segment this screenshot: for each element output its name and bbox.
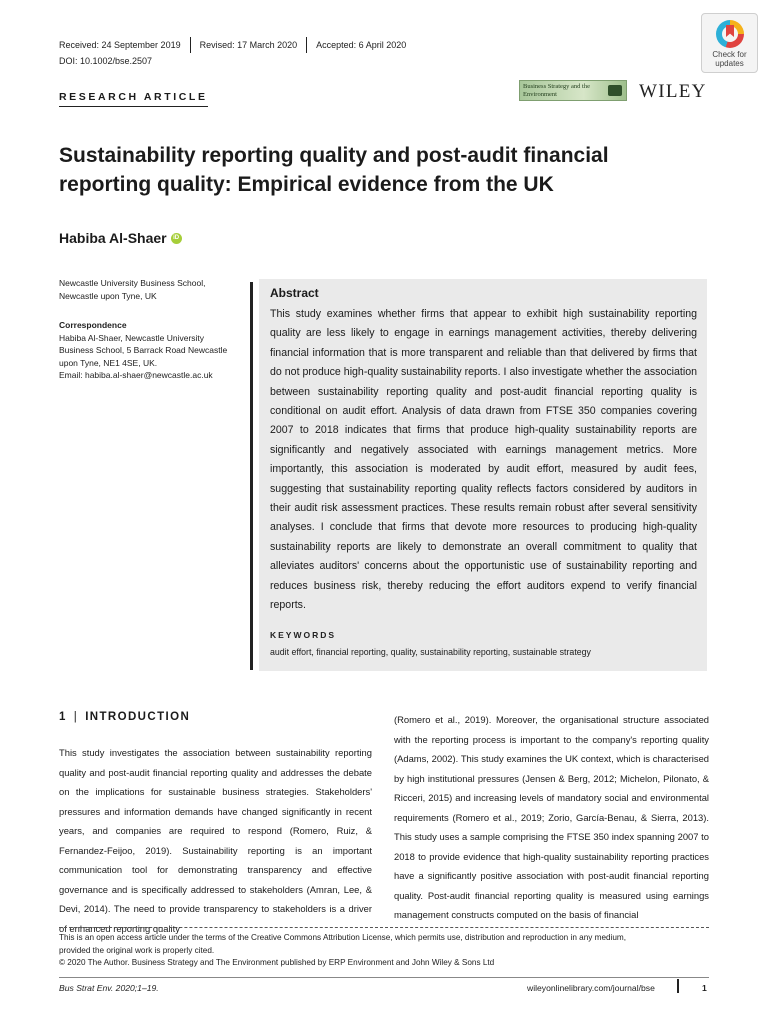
correspondence-line: upon Tyne, NE1 4SE, UK. bbox=[59, 357, 158, 368]
revised-date: Revised: 17 March 2020 bbox=[191, 37, 308, 53]
footnote-divider bbox=[59, 927, 709, 928]
keywords-heading: KEYWORDS bbox=[270, 629, 337, 640]
abstract-heading: Abstract bbox=[270, 286, 319, 300]
section-title: INTRODUCTION bbox=[85, 711, 191, 723]
author-affiliation bbox=[59, 277, 239, 302]
check-for-updates-button[interactable] bbox=[701, 13, 758, 73]
orcid-icon[interactable]: iD bbox=[171, 233, 182, 244]
section-number: 1 bbox=[59, 711, 67, 723]
correspondence-heading: Correspondence bbox=[59, 320, 127, 330]
abstract-box bbox=[259, 279, 707, 671]
keywords-list: audit effort, financial reporting, quality, sustainability reporting, sustainable strategy bbox=[270, 646, 591, 657]
check-for-updates-label: Check for updates bbox=[712, 50, 747, 68]
correspondence-block bbox=[59, 319, 239, 382]
publication-dates bbox=[59, 37, 415, 53]
journal-url-link[interactable]: wileyonlinelibrary.com/journal/bse bbox=[527, 983, 655, 993]
affiliation-line: Newcastle upon Tyne, UK bbox=[59, 290, 157, 301]
copyright-line: © 2020 The Author. Business Strategy and The Environment published by ERP Environment and John Wiley & Sons Ltd bbox=[59, 958, 495, 967]
correspondence-line: Business School, 5 Barrack Road Newcastle bbox=[59, 345, 228, 355]
correspondence-email[interactable]: Email: habiba.al-shaer@newcastle.ac.uk bbox=[59, 370, 213, 380]
license-notice bbox=[59, 932, 709, 970]
license-line: provided the original work is properly cited. bbox=[59, 945, 215, 955]
article-type-label: RESEARCH ARTICLE bbox=[59, 91, 208, 107]
publisher-logo: WILEY bbox=[639, 81, 707, 102]
received-date: Received: 24 September 2019 bbox=[59, 37, 191, 53]
license-line: This is an open access article under the terms of the Creative Commons Attribution License, which permits use, distribution and reproduction in any medium, bbox=[59, 933, 627, 942]
journal-emblem-icon bbox=[608, 85, 622, 96]
page-number: 1 bbox=[702, 983, 707, 993]
correspondence-line: Habiba Al-Shaer, Newcastle University bbox=[59, 332, 205, 343]
accepted-date: Accepted: 6 April 2020 bbox=[316, 40, 407, 50]
abstract-text: This study examines whether firms that appear to exhibit high sustainability reporting quality are less likely to engage in earnings management activities, thereby delivering financial information that is more transparent and reliable than that delivered by firms that do not produce high-quality sustainability reports. I also investigate whether the association between sustainability reporting quality and post-audit financial reporting quality is conditional on audit effort. Analysis of data drawn from FTSE 350 companies covering 2007 to 2018 indicates that firms that produce high-quality sustainability reports are significantly and negatively associated with earnings management metrics. More importantly, this association is moderated by audit effort, measured by audit fees, suggesting that sustainability reporting quality reflects factors considered by auditors in their audit risk assessment practices. These results remain robust after several sensitivity analyses. I conclude that firms that devote more resources to producing high-quality sustainability reports are likely to demonstrate an overall commitment to quality that alleviates auditors' concerns about the opportunistic use of sustainability reporting and reduces business risk, thereby reducing the effort auditors expend to verify financial reports. bbox=[270, 308, 697, 612]
article-title: Sustainability reporting quality and post-audit financial reporting quality: Empirical evidence from the UK bbox=[59, 144, 609, 196]
author-line bbox=[59, 230, 182, 246]
journal-citation: Bus Strat Env. 2020;1–19. bbox=[59, 983, 159, 993]
doi-link[interactable]: DOI: 10.1002/bse.2507 bbox=[59, 56, 153, 66]
affiliation-line: Newcastle University Business School, bbox=[59, 278, 206, 288]
body-text-right-column: (Romero et al., 2019). Moreover, the organisational structure associated with the reporting process is important to the company's reporting quality (Adams, 2002). This study examines the UK context, which is characterised by high institutional pressures (Jensen & Berg, 2012; Michelon, Pilonato, & Ricceri, 2015) and increasing levels of mandatory social and environmental requirements (Romero et al., 2019; Zorio, García-Benau, & Sierra, 2013). This study uses a sample comprising the FTSE 350 index spanning 2007 to 2018 to provide evidence that high-quality sustainability reporting practices have a significantly positive association with post-audit financial reporting quality. Post-audit financial reporting quality is measured using earnings management constructs computed on the basis of financial bbox=[394, 714, 709, 920]
journal-logo-text: Business Strategy and the Environment bbox=[523, 83, 590, 98]
body-text-left-column: This study investigates the association between sustainability reporting quality and post-audit financial reporting quality and addresses the debate on the implications for sustainable business strategies. Stakeholders' pressures and information demands have changed significantly in recent years, and companies are required to respond (Romero, Ruiz, & Fernandez-Feijoo, 2019). Sustainability reporting is an important communication tool for demonstrating transparency and effective governance and is specifically addressed to stakeholders (Amran, Lee, & Devi, 2014). The need to provide transparency to stakeholders is a driver of enhanced reporting quality bbox=[59, 747, 372, 934]
section-separator: | bbox=[73, 711, 79, 723]
footer-divider bbox=[59, 977, 709, 978]
author-name[interactable]: Habiba Al-Shaer bbox=[59, 230, 167, 246]
section-heading bbox=[59, 711, 190, 723]
crossmark-icon bbox=[716, 20, 744, 48]
abstract-rule bbox=[250, 282, 253, 670]
page-number-divider bbox=[677, 979, 679, 993]
journal-logo bbox=[519, 80, 627, 101]
